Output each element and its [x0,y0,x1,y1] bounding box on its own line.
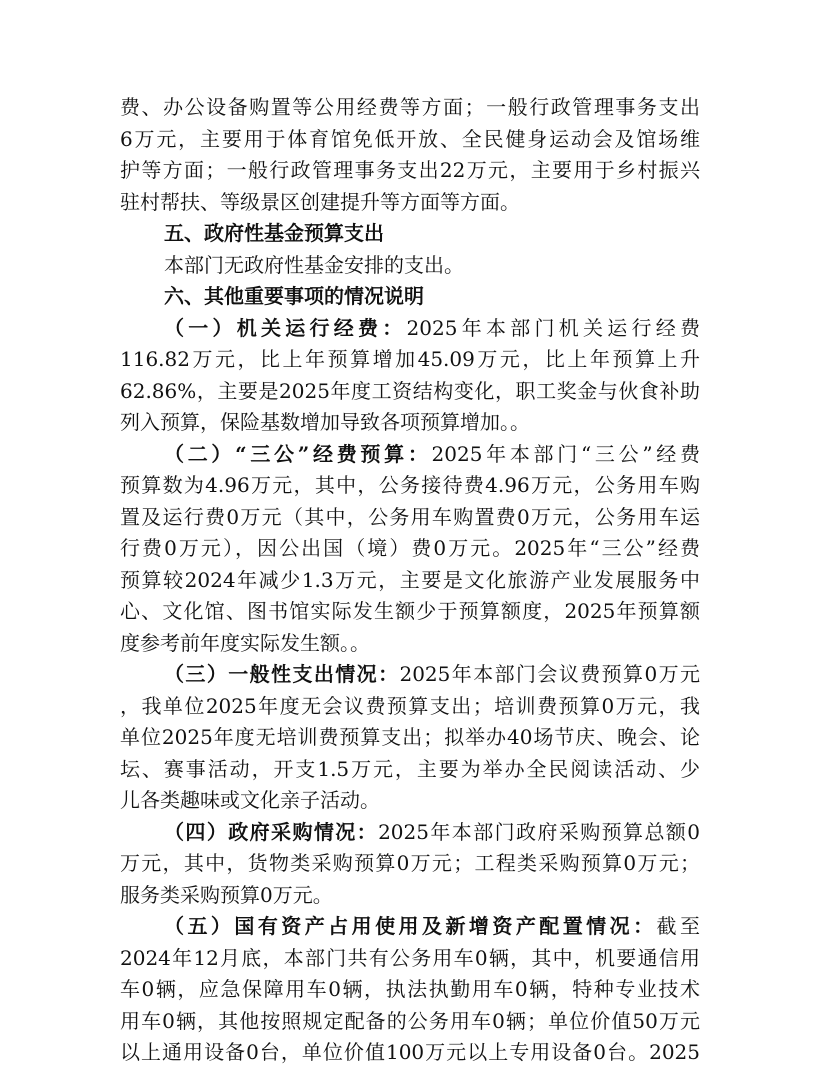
text-line: 预算数为4.96万元，其中，公务接待费4.96万元，公务用车购 [120,473,700,497]
text-line: 服务类采购预算0万元。 [120,882,333,907]
text-span: 2025年本部门机关运行经费 [406,315,700,340]
text-line: 2024年12月底，本部门共有公务用车0辆，其中，机要通信用 [120,945,700,970]
text-line: 以上通用设备0台，单位价值100万元以上专用设备0台。2025 [120,1040,700,1064]
paragraph-government-fund: 本部门无政府性基金安排的支出。 [164,252,464,277]
text-span: 2025年本部门政府采购预算总额0 [378,819,700,844]
subsection-title: （一）机关运行经费： [164,315,407,340]
text-line: ，我单位2025年度无会议费预算支出；培训费预算0万元，我 [120,693,700,718]
text-line: 费、办公设备购置等公用经费等方面；一般行政管理事务支出 [120,95,700,119]
text-line: 116.82万元，比上年预算增加45.09万元，比上年预算上升 [120,347,700,371]
text-line: 预算较2024年减少1.3万元，主要是文化旅游产业发展服务中 [120,567,700,592]
subsection-agency-operating-funds [120,313,700,439]
subsection-title: （五）国有资产占用使用及新增资产配置情况： [164,914,657,938]
text-line: 度参考前年度实际发生额。。 [120,630,370,655]
text-span: 2025年本部门会议费预算0万元 [399,662,700,686]
text-line: 列入预算，保险基数增加导致各项预算增加。。 [120,410,530,434]
subsection-general-expenditure [120,659,700,817]
section-heading-other-matters: 六、其他重要事项的情况说明 [164,284,424,308]
text-span: 截至 [656,914,701,938]
text-line: 车0辆，应急保障用车0辆，执法执勤用车0辆，特种专业技术 [120,977,700,1001]
text-line: 6万元，主要用于体育馆免低开放、全民健身运动会及馆场维 [120,126,700,151]
text-line: 万元，其中，货物类采购预算0万元；工程类采购预算0万元； [120,851,700,875]
text-line: 驻村帮扶、等级景区创建提升等方面等方面。 [120,189,520,214]
subsection-title: （二）“三公”经费预算： [164,441,432,466]
text-line: 儿各类趣味或文化亲子活动。 [120,788,380,812]
section-heading-government-fund: 五、政府性基金预算支出 [164,221,384,245]
text-line: 62.86%，主要是2025年度工资结构变化，职工奖金与伙食补助 [120,378,700,403]
text-line: 护等方面；一般行政管理事务支出22万元，主要用于乡村振兴 [120,158,700,182]
text-line [120,313,700,345]
subsection-government-procurement [120,817,700,912]
text-line [120,659,700,691]
text-line: 用车0辆，其他按照规定配备的公务用车0辆；单位价值50万元 [120,1008,700,1033]
text-line: 行费0万元），因公出国（境）费0万元。2025年“三公”经费 [120,536,700,560]
document-body [120,92,700,1069]
subsection-title: （四）政府采购情况： [164,819,379,844]
text-span: 2025年本部门“三公”经费 [431,441,700,466]
paragraph-general-admin-expenses [120,92,700,218]
text-line [120,911,700,943]
text-line [120,817,700,849]
subsection-three-public-funds [120,439,700,660]
text-line: 心、文化馆、图书馆实际发生额少于预算额度，2025年预算额 [120,599,700,623]
subsection-title: （三）一般性支出情况： [164,662,400,686]
text-line [120,439,700,471]
text-line: 置及运行费0万元（其中，公务用车购置费0万元，公务用车运 [120,504,700,529]
subsection-state-assets [120,911,700,1069]
text-line: 坛、赛事活动，开支1.5万元，主要为举办全民阅读活动、少 [120,756,700,781]
text-line: 单位2025年度无培训费预算支出；拟举办40场节庆、晚会、论 [120,725,700,749]
